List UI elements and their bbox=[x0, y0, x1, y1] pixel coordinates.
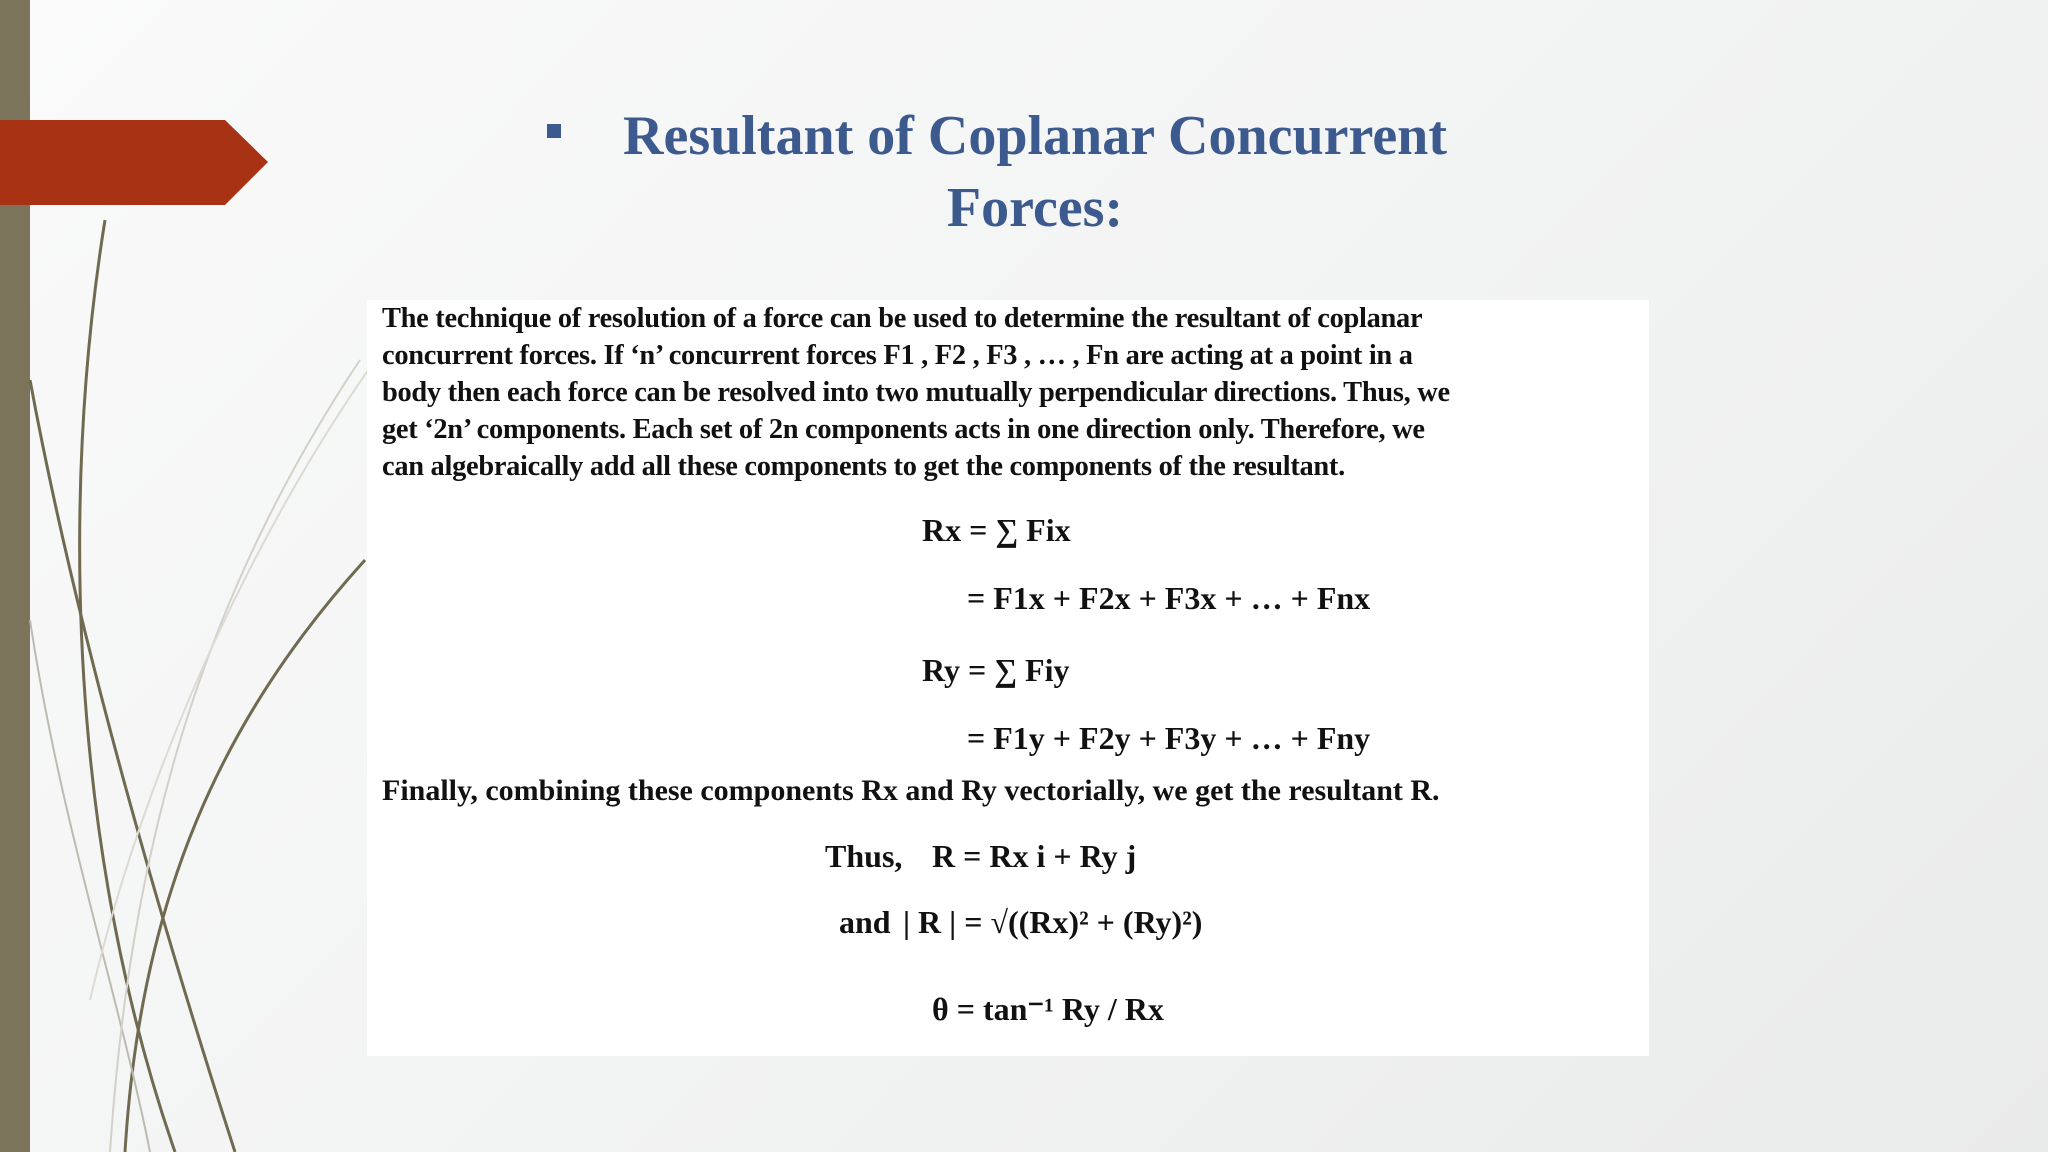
red-tab-marker bbox=[0, 120, 268, 205]
slide-title-line-1: Resultant of Coplanar Concurrent bbox=[623, 105, 1447, 167]
thus-label: Thus, bbox=[825, 838, 903, 874]
paragraph-line: The technique of resolution of a force can be used to determine the resultant of coplanar bbox=[382, 302, 1423, 334]
intro-paragraph bbox=[382, 300, 1607, 485]
equation-rx-sum: Rx = ∑ Fix bbox=[922, 512, 1071, 548]
slide-title bbox=[530, 100, 1540, 244]
equation-r-magnitude: | R | = √((Rx)² + (Ry)²) bbox=[903, 904, 1203, 940]
slide-title-line-2: Forces: bbox=[946, 177, 1124, 239]
content-image-area bbox=[367, 300, 1649, 1056]
paragraph-line: get ‘2n’ components. Each set of 2n components acts in one direction only. Therefore, we bbox=[382, 413, 1425, 445]
and-label: and bbox=[839, 904, 891, 940]
paragraph-line: concurrent forces. If ‘n’ concurrent forces F1 , F2 , F3 , … , Fn are acting at a point in a bbox=[382, 339, 1413, 371]
equation-r-vector: R = Rx i + Ry j bbox=[932, 838, 1137, 874]
equation-ry-expanded: = F1y + F2y + F3y + … + Fny bbox=[967, 720, 1371, 756]
equation-theta: θ = tan⁻¹ Ry / Rx bbox=[932, 991, 1164, 1027]
finally-sentence: Finally, combining these components Rx and Ry vectorially, we get the resultant R. bbox=[382, 774, 1440, 807]
paragraph-line: body then each force can be resolved into two mutually perpendicular directions. Thus, we bbox=[382, 376, 1450, 408]
paragraph-line: can algebraically add all these components to get the components of the resultant. bbox=[382, 450, 1345, 482]
equation-ry-sum: Ry = ∑ Fiy bbox=[922, 652, 1070, 688]
equation-rx-expanded: = F1x + F2x + F3x + … + Fnx bbox=[967, 580, 1371, 616]
